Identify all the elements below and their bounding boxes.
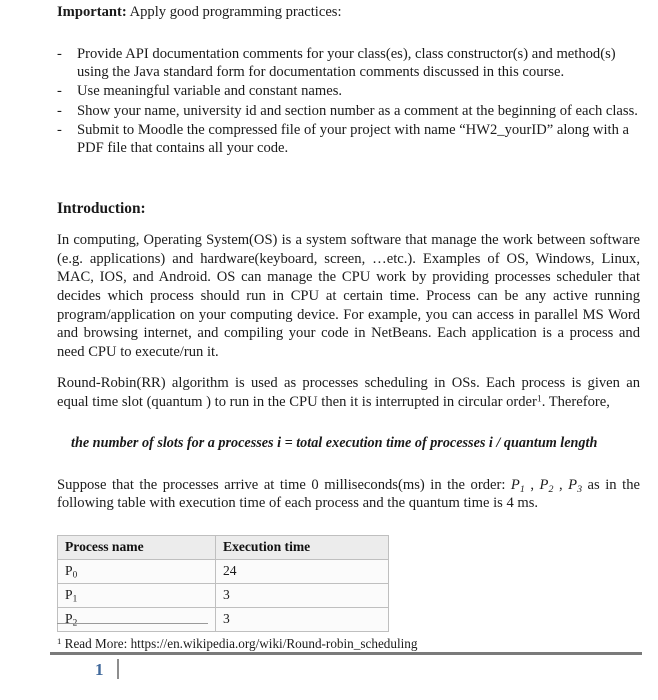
cell-execution-time: 3: [216, 607, 389, 631]
introduction-heading: Introduction:: [57, 200, 146, 218]
list-item: [57, 45, 642, 81]
table-body: [58, 559, 389, 631]
process-name-subscript: 0: [72, 569, 78, 580]
list-item: [57, 82, 642, 100]
footnote-text: Read More: https://en.wikipedia.org/wiki/Round-robin_scheduling: [61, 636, 418, 651]
list-item-text: Provide API documentation comments for your class(es), class constructor(s) and method(s) using the Java standard form for documentation comments discussed in this course.: [77, 46, 616, 81]
process-label-p1: P: [510, 476, 520, 493]
footnote: [57, 636, 640, 652]
document-body: [57, 0, 640, 632]
important-label: Important:: [57, 4, 127, 20]
process-name-subscript: 2: [72, 617, 78, 628]
list-item: [57, 102, 642, 120]
page-number: 1: [95, 660, 104, 679]
dash-bullet-icon: -: [57, 83, 62, 100]
column-header-execution-time: Execution time: [216, 535, 389, 559]
process-label-p2: P: [539, 476, 549, 493]
cell-execution-time: 24: [216, 559, 389, 583]
process-separator-1: ,: [524, 476, 540, 493]
process-label-p3: P: [568, 476, 578, 493]
table-head: [58, 535, 389, 559]
column-header-process-name: Process name: [58, 535, 216, 559]
cell-execution-time: 3: [216, 583, 389, 607]
process-execution-table: [57, 535, 389, 632]
introduction-paragraph-2: [57, 374, 640, 411]
table-header-row: [58, 535, 389, 559]
cell-process-name: [58, 607, 216, 631]
footnote-separator: [57, 623, 208, 624]
process-name-text: P: [65, 563, 73, 579]
process-label-p2-subscript: 2: [548, 483, 554, 495]
dash-bullet-icon: -: [57, 46, 62, 62]
list-item-text: Submit to Moodle the compressed file of your project with name “HW2_yourID” along with a PDF file that contains all your code.: [77, 121, 629, 157]
process-separator-2: ,: [553, 476, 569, 493]
table-row: [58, 583, 389, 607]
requirements-list: [57, 45, 640, 157]
text-cursor-icon: [117, 659, 119, 679]
dash-bullet-icon: -: [57, 102, 62, 119]
paragraph-3-text-tail: as in the following table with execution time of each process and the quantum time is 4 ms.: [57, 476, 640, 512]
footnote-reference-marker: 1: [536, 393, 542, 405]
process-name-subscript: 1: [72, 593, 78, 604]
cell-process-name: [58, 559, 216, 583]
important-notice: [57, 3, 640, 21]
list-item-text: Use meaningful variable and constant names.: [77, 83, 343, 100]
process-name-text: P: [65, 587, 73, 603]
dash-bullet-icon: -: [57, 121, 62, 138]
process-label-p1-subscript: 1: [519, 483, 525, 495]
table-row: [58, 559, 389, 583]
process-name-text: P: [65, 611, 73, 627]
paragraph-3-text-lead: Suppose that the processes arrive at time 0 milliseconds(ms) in the order:: [57, 476, 511, 493]
cell-process-name: [58, 583, 216, 607]
list-item: [57, 121, 642, 157]
table-row: [58, 607, 389, 631]
paragraph-2-text-before-footnote: Round-Robin(RR) algorithm is used as processes scheduling in OSs. Each process is given an equal time slot (quantum ) to run in the CPU then it is interrupted in circular order: [57, 375, 640, 410]
introduction-paragraph-3: [57, 476, 640, 513]
process-label-p3-subscript: 3: [577, 483, 583, 495]
list-item-text: Show your name, university id and section number as a comment at the beginning of each class.: [77, 102, 638, 119]
important-text: Apply good programming practices:: [126, 4, 342, 20]
footer-rule: [50, 652, 642, 655]
introduction-paragraph-1: In computing, Operating System(OS) is a system software that manage the work between software (e.g. applications) and hardware(keyboard, screen, …etc.). Examples of OS, Windows, Linux, MAC, IOS, and Android. OS can manage the CPU work by providing processes scheduler that decides which process should run in CPU at certain time. Process can be any active running program/application on your computing device. For example, you can access in parallel MS Word and browsing internet, and compiling your code in NetBeans. Each application is a process and need CPU to execute/run it.: [57, 232, 640, 360]
footnote-marker: 1: [57, 636, 62, 647]
slots-formula: the number of slots for a processes i = total execution time of processes i / quantum length: [71, 434, 598, 451]
paragraph-2-text-after-footnote: . Therefore,: [541, 393, 610, 410]
